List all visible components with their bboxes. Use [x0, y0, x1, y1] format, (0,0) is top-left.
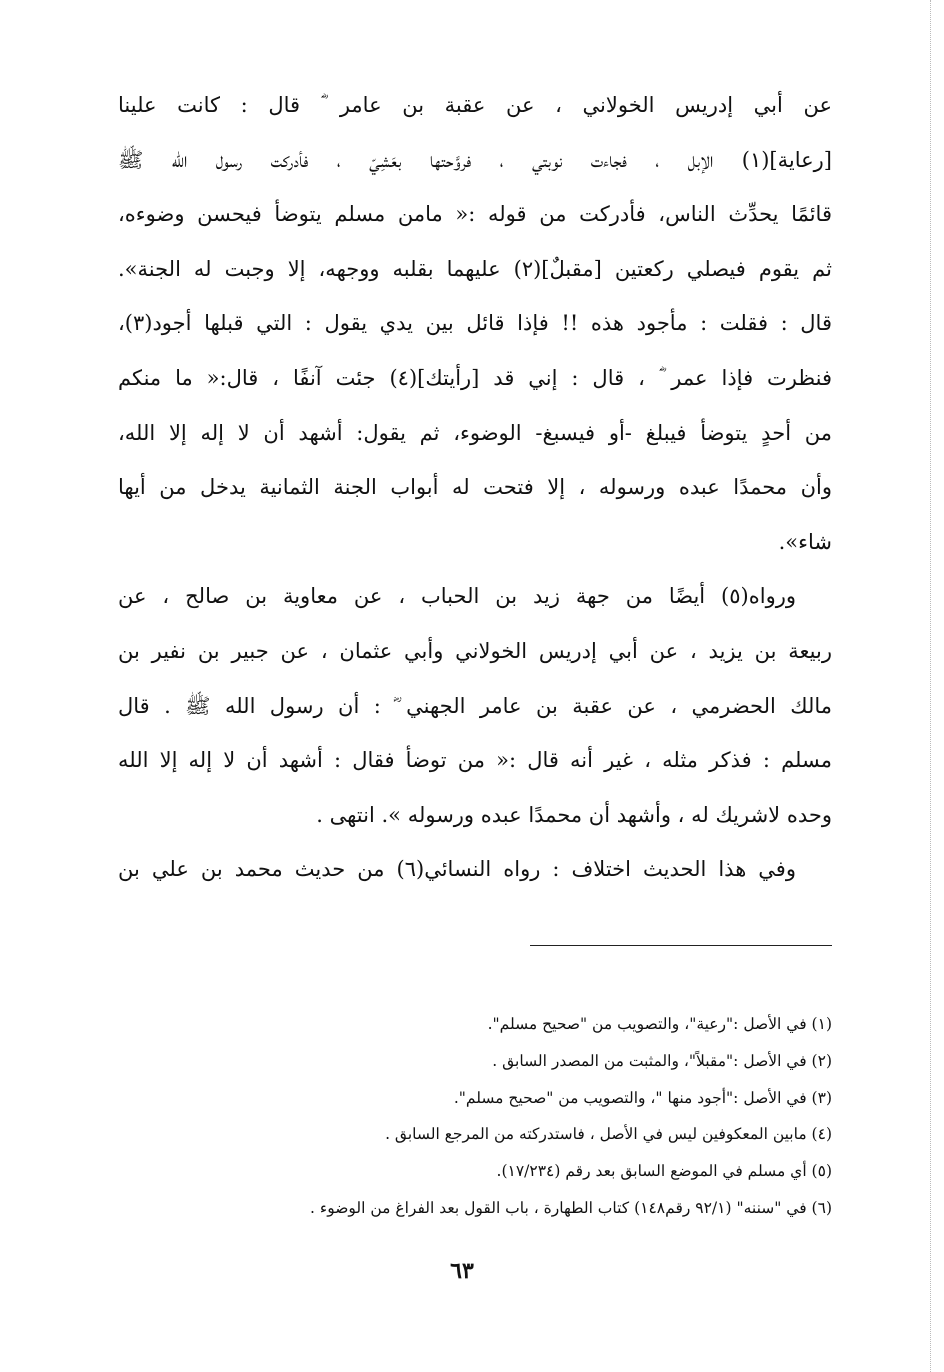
footnote: (٦) في "سننه" (٩٢/١ رقم١٤٨) كتاب الطهارة ، باب القول بعد الفراغ من الوضوء . — [310, 1198, 832, 1217]
footnote: (٥) أي مسلم في الموضع السابق بعد رقم (١٧/٢٣٤). — [496, 1162, 832, 1181]
page-number: ٦٣ — [450, 1258, 474, 1284]
text-line: ثم يقوم فيصلي ركعتين [مقبلٌ](٢) عليهما بقلبه ووجهه، إلا وجبت له الجنة». — [118, 256, 832, 281]
text-line: قائمًا يحدِّث الناس، فأدركت من قوله :« مامن مسلم يتوضأ فيحسن وضوءه، — [118, 202, 832, 227]
footnote: (٤) مابين المعكوفين ليس في الأصل ، فاستدركته من المرجع السابق . — [385, 1125, 832, 1144]
text-line: وفي هذا الحديث اختلاف : رواه النسائي(٦) من حديث محمد بن علي بن — [118, 857, 796, 882]
text-line: ربيعة بن يزيد ، عن أبي إدريس الخولاني وأبي عثمان ، عن جبير بن نفير بن — [118, 638, 832, 663]
footnote: (١) في الأصل :"رعية"، والتصويب من "صحيح مسلم". — [487, 1015, 832, 1033]
text-line: مسلم : فذكر مثله ، غير أنه قال :« من توضأ فقال : أشهد أن لا إله إلا الله — [118, 748, 832, 773]
page-edge — [930, 0, 932, 1372]
text-line: شاء». — [778, 529, 832, 554]
text-line: فنظرت فإذا عمر ؓ ، قال : إني قد [رأيتك](٤) جئت آنفًا ، قال:« ما منكم — [118, 365, 832, 390]
text-line: قال : فقلت : مأجود هذه !! فإذا قائل بين يدي يقول : التي قبلها أجود(٣)، — [118, 311, 832, 336]
text-line: عن أبي إدريس الخولاني ، عن عقبة بن عامر ؓ قال : كانت علينا — [118, 93, 832, 117]
footnote: (٣) في الأصل :"أجود منها "، والتصويب من "صحيح مسلم". — [453, 1088, 832, 1107]
text-line: وحده لاشريك له ، وأشهد أن محمدًا عبده ورسوله ». انتهى . — [316, 802, 832, 827]
text-line: وأن محمدًا عبده ورسوله ، إلا فتحت له أبواب الجنة الثمانية يدخل من أيها — [118, 475, 832, 500]
text-line: مالك الحضرمي ، عن عقبة بن عامر الجهني ؓ : أن رسول الله ﷺ . قال — [118, 693, 832, 718]
footnotes — [192, 1006, 832, 1227]
footnote: (٢) في الأصل :"مقبلاً"، والمثبت من المصدر السابق . — [492, 1051, 832, 1070]
text-line: ورواه(٥) أيضًا من جهة زيد بن الحباب ، عن معاوية بن صالح ، عن — [118, 584, 796, 609]
footnote-separator — [530, 945, 832, 946]
text-line: [رعاية](١) الإبل ، فجاءت نوبتي ، فروَّحتها بعَشِيّ ، فأدركت رسول الله ﷺ — [118, 147, 832, 172]
main-text — [118, 78, 832, 897]
text-line: من أحدٍ يتوضأ فيبلغ -أو فيسبغ- الوضوء، ثم يقول: أشهد أن لا إله إلا الله، — [118, 420, 832, 445]
